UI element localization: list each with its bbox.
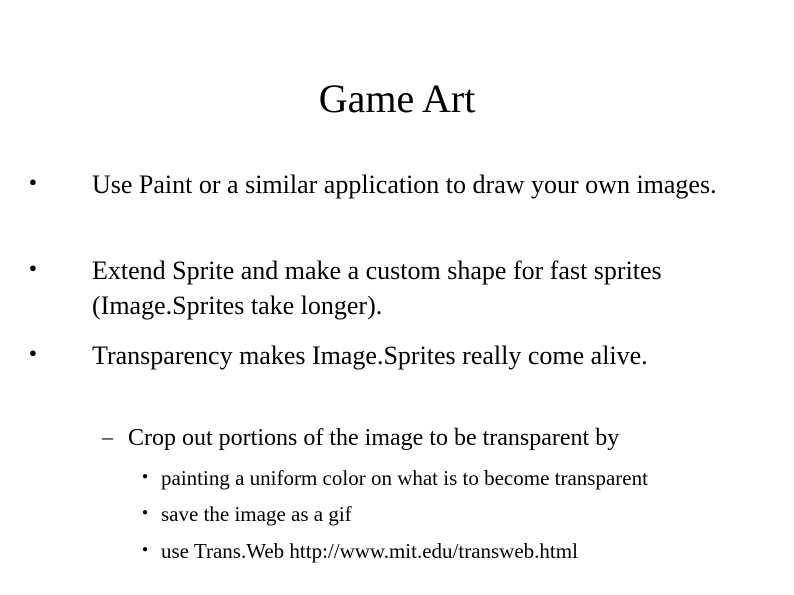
bullet-dot-icon: ● [29, 345, 37, 360]
sub-sub-bullet-text: save the image as a gif [161, 502, 352, 526]
sub-bullet-text: Crop out portions of the image to be transparent by [128, 425, 620, 451]
bullet-dot-icon: ● [29, 260, 37, 275]
bullet-item-2 [29, 253, 732, 323]
sub-sub-bullet-text: use Trans.Web http://www.mit.edu/transweb.html [161, 539, 578, 563]
sub-bullet-item [102, 422, 748, 454]
bullet-dot-icon: ● [142, 544, 149, 555]
sub-sub-bullet-item-2 [142, 500, 761, 528]
slide-title: Game Art [318, 76, 476, 121]
bullet-dot-icon: ● [29, 174, 37, 189]
bullet-dot-icon: ● [142, 471, 149, 482]
sub-sub-bullet-item-3 [142, 537, 761, 565]
bullet-text: Extend Sprite and make a custom shape for fast sprites (Image.Sprites take longer). [92, 256, 662, 320]
bullet-dot-icon: ● [142, 507, 149, 518]
dash-icon: – [102, 424, 113, 449]
bullet-text: Use Paint or a similar application to draw your own images. [92, 170, 717, 199]
bullet-item-3 [29, 338, 732, 373]
sub-sub-bullet-text: painting a uniform color on what is to become transparent [161, 466, 648, 490]
sub-sub-bullet-item-1 [142, 464, 761, 492]
bullet-item-1 [29, 167, 732, 202]
bullet-text: Transparency makes Image.Sprites really come alive. [92, 341, 648, 370]
